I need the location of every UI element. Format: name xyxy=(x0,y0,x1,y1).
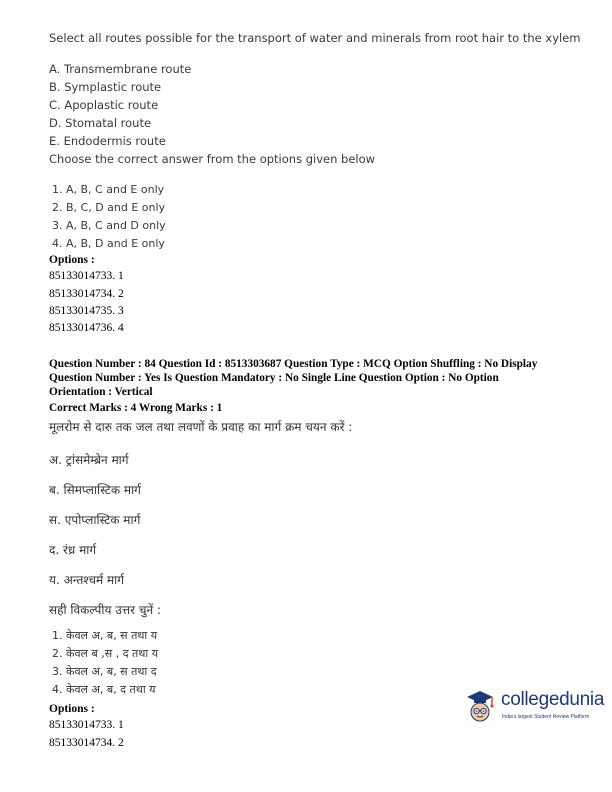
q1-item: D. Stomatal route xyxy=(49,116,152,130)
q1-item: B. Symplastic route xyxy=(49,80,162,94)
q1-option-id: 85133014733. 1 xyxy=(49,270,124,282)
q1-options-label: Options : xyxy=(49,254,95,266)
q2-answer-hindi: 4. केवल अ, ब, द तथा य xyxy=(52,683,156,696)
q2-meta-line3: Orientation : Vertical xyxy=(49,386,153,398)
q2-option-id: 85133014733. 1 xyxy=(49,719,124,731)
logo-tagline: India's largest Student Review Platform xyxy=(502,714,590,720)
q2-instruction-hindi: सही विकल्पीय उत्तर चुनें : xyxy=(49,603,161,617)
q1-item: E. Endodermis route xyxy=(49,134,166,148)
q2-item-hindi: य. अन्तश्चर्म मार्ग xyxy=(49,573,125,587)
q1-answer: 2. B, C, D and E only xyxy=(52,201,166,214)
q2-answer-hindi: 2. केवल ब ,स , द तथा य xyxy=(52,647,159,660)
q1-item: C. Apoplastic route xyxy=(49,98,159,112)
q1-option-id: 85133014734. 2 xyxy=(49,288,124,300)
q1-option-id: 85133014736. 4 xyxy=(49,322,124,334)
q1-answer: 3. A, B, C and D only xyxy=(52,219,166,232)
q2-stem-hindi: मूलरोम से दारु तक जल तथा लवणों के प्रवाह का मार्ग क्रम चयन करें : xyxy=(49,420,353,434)
q2-marks: Correct Marks : 4 Wrong Marks : 1 xyxy=(49,402,223,414)
q2-option-id: 85133014734. 2 xyxy=(49,737,124,749)
q2-options-label: Options : xyxy=(49,703,95,715)
q2-item-hindi: द. रंध्र मार्ग xyxy=(49,543,97,557)
q1-stem: Select all routes possible for the transport of water and minerals from root hair to the xylem xyxy=(49,31,581,45)
logo-brand-text: collegedunia xyxy=(501,689,605,710)
graduate-mascot-icon xyxy=(463,688,497,724)
q1-item: A. Transmembrane route xyxy=(49,62,192,76)
q2-answer-hindi: 1. केवल अ, ब, स तथा य xyxy=(52,629,158,642)
q2-item-hindi: स. एपोप्लास्टिक मार्ग xyxy=(49,513,141,527)
q2-meta-line2: Question Number : Yes Is Question Mandatory : No Single Line Question Option : No Option xyxy=(49,372,499,384)
q2-item-hindi: ब. सिमप्लास्टिक मार्ग xyxy=(49,483,141,497)
q1-option-id: 85133014735. 3 xyxy=(49,305,124,317)
q1-answer: 1. A, B, C and E only xyxy=(52,183,165,196)
q2-meta-line1: Question Number : 84 Question Id : 8513303687 Question Type : MCQ Option Shuffling : No Display xyxy=(49,358,538,370)
q2-answer-hindi: 3. केवल अ, ब, स तथा द xyxy=(52,665,157,678)
q2-item-hindi: अ. ट्रांसमेम्ब्रेन मार्ग xyxy=(49,453,129,467)
q1-instruction: Choose the correct answer from the options given below xyxy=(49,152,376,166)
q1-answer: 4. A, B, D and E only xyxy=(52,237,165,250)
collegedunia-logo xyxy=(463,688,603,728)
